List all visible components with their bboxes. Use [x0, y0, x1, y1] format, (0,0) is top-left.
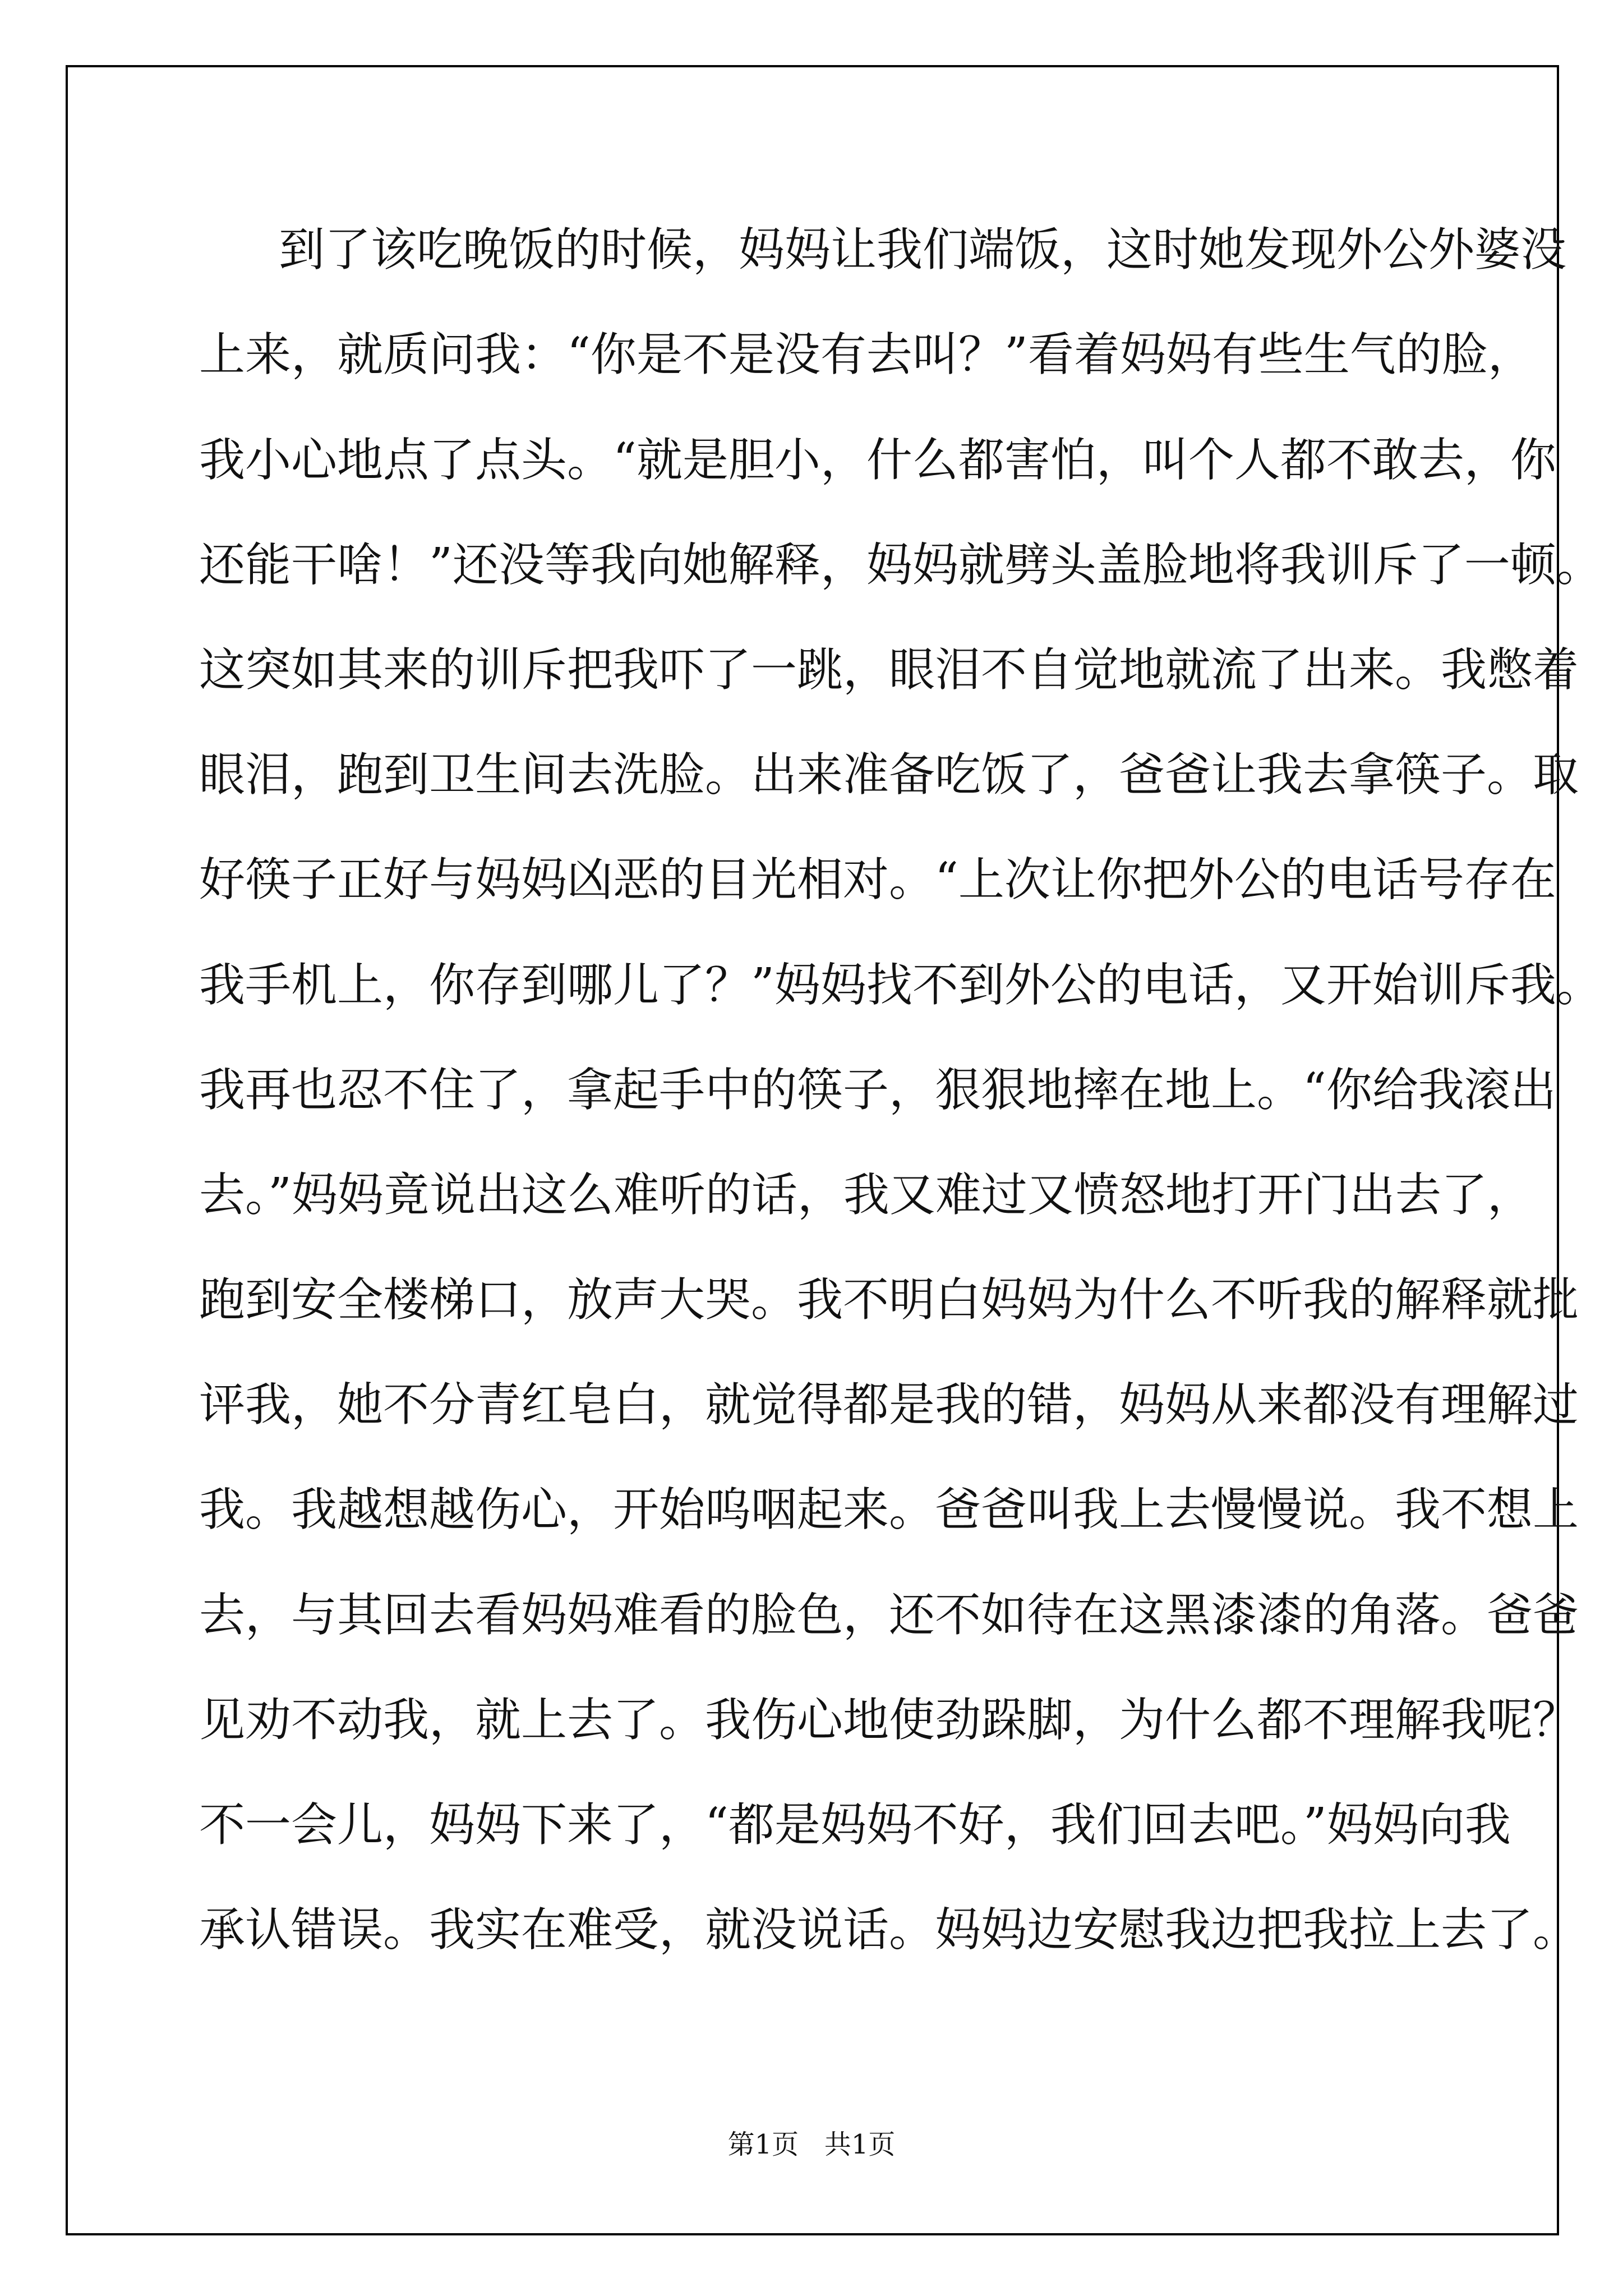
paragraph-line: 我。我越想越伤心，开始呜咽起来。爸爸叫我上去慢慢说。我不想上 — [199, 1483, 1579, 1536]
paragraph-line: 去，与其回去看妈妈难看的脸色，还不如待在这黑漆漆的角落。爸爸 — [199, 1589, 1579, 1642]
paragraph-line: 眼泪，跑到卫生间去洗脸。出来准备吃饭了，爸爸让我去拿筷子。取 — [199, 748, 1579, 802]
paragraph-line: 我手机上，你存到哪儿了？”妈妈找不到外公的电话，又开始训斥我。 — [199, 959, 1602, 1012]
paragraph-line: 跑到安全楼梯口，放声大哭。我不明白妈妈为什么不听我的解释就批 — [199, 1273, 1579, 1327]
paragraph-line: 到了该吃晚饭的时候，妈妈让我们端饭，这时她发现外公外婆没 — [279, 223, 1567, 277]
paragraph-line: 这突如其来的训斥把我吓了一跳，眼泪不自觉地就流了出来。我憋着 — [199, 643, 1579, 697]
paragraph-line: 我小心地点了点头。“就是胆小，什么都害怕，叫个人都不敢去，你 — [199, 434, 1556, 487]
paragraph-line: 不一会儿，妈妈下来了，“都是妈妈不好，我们回去吧。”妈妈向我 — [199, 1798, 1511, 1852]
paragraph-line: 上来，就质问我：“你是不是没有去叫？”看着妈妈有些生气的脸， — [199, 328, 1534, 381]
paragraph-line: 见劝不动我，就上去了。我伤心地使劲跺脚，为什么都不理解我呢？ — [199, 1694, 1579, 1747]
paragraph-line: 我再也忍不住了，拿起手中的筷子，狠狠地摔在地上。“你给我滚出 — [199, 1064, 1556, 1117]
paragraph-line: 承认错误。我实在难受，就没说话。妈妈边安慰我边把我拉上去了。 — [199, 1903, 1579, 1957]
paragraph-line: 去。”妈妈竟说出这么难听的话，我又难过又愤怒地打开门出去了， — [199, 1168, 1533, 1222]
paragraph-line: 还能干啥！”还没等我向她解释，妈妈就劈头盖脸地将我训斥了一顿。 — [199, 539, 1602, 592]
page-number: 第1页 共1页 — [727, 2129, 896, 2160]
paragraph-line: 评我，她不分青红皂白，就觉得都是我的错，妈妈从来都没有理解过 — [199, 1378, 1579, 1432]
paragraph-line: 好筷子正好与妈妈凶恶的目光相对。“上次让你把外公的电话号存在 — [199, 853, 1556, 907]
